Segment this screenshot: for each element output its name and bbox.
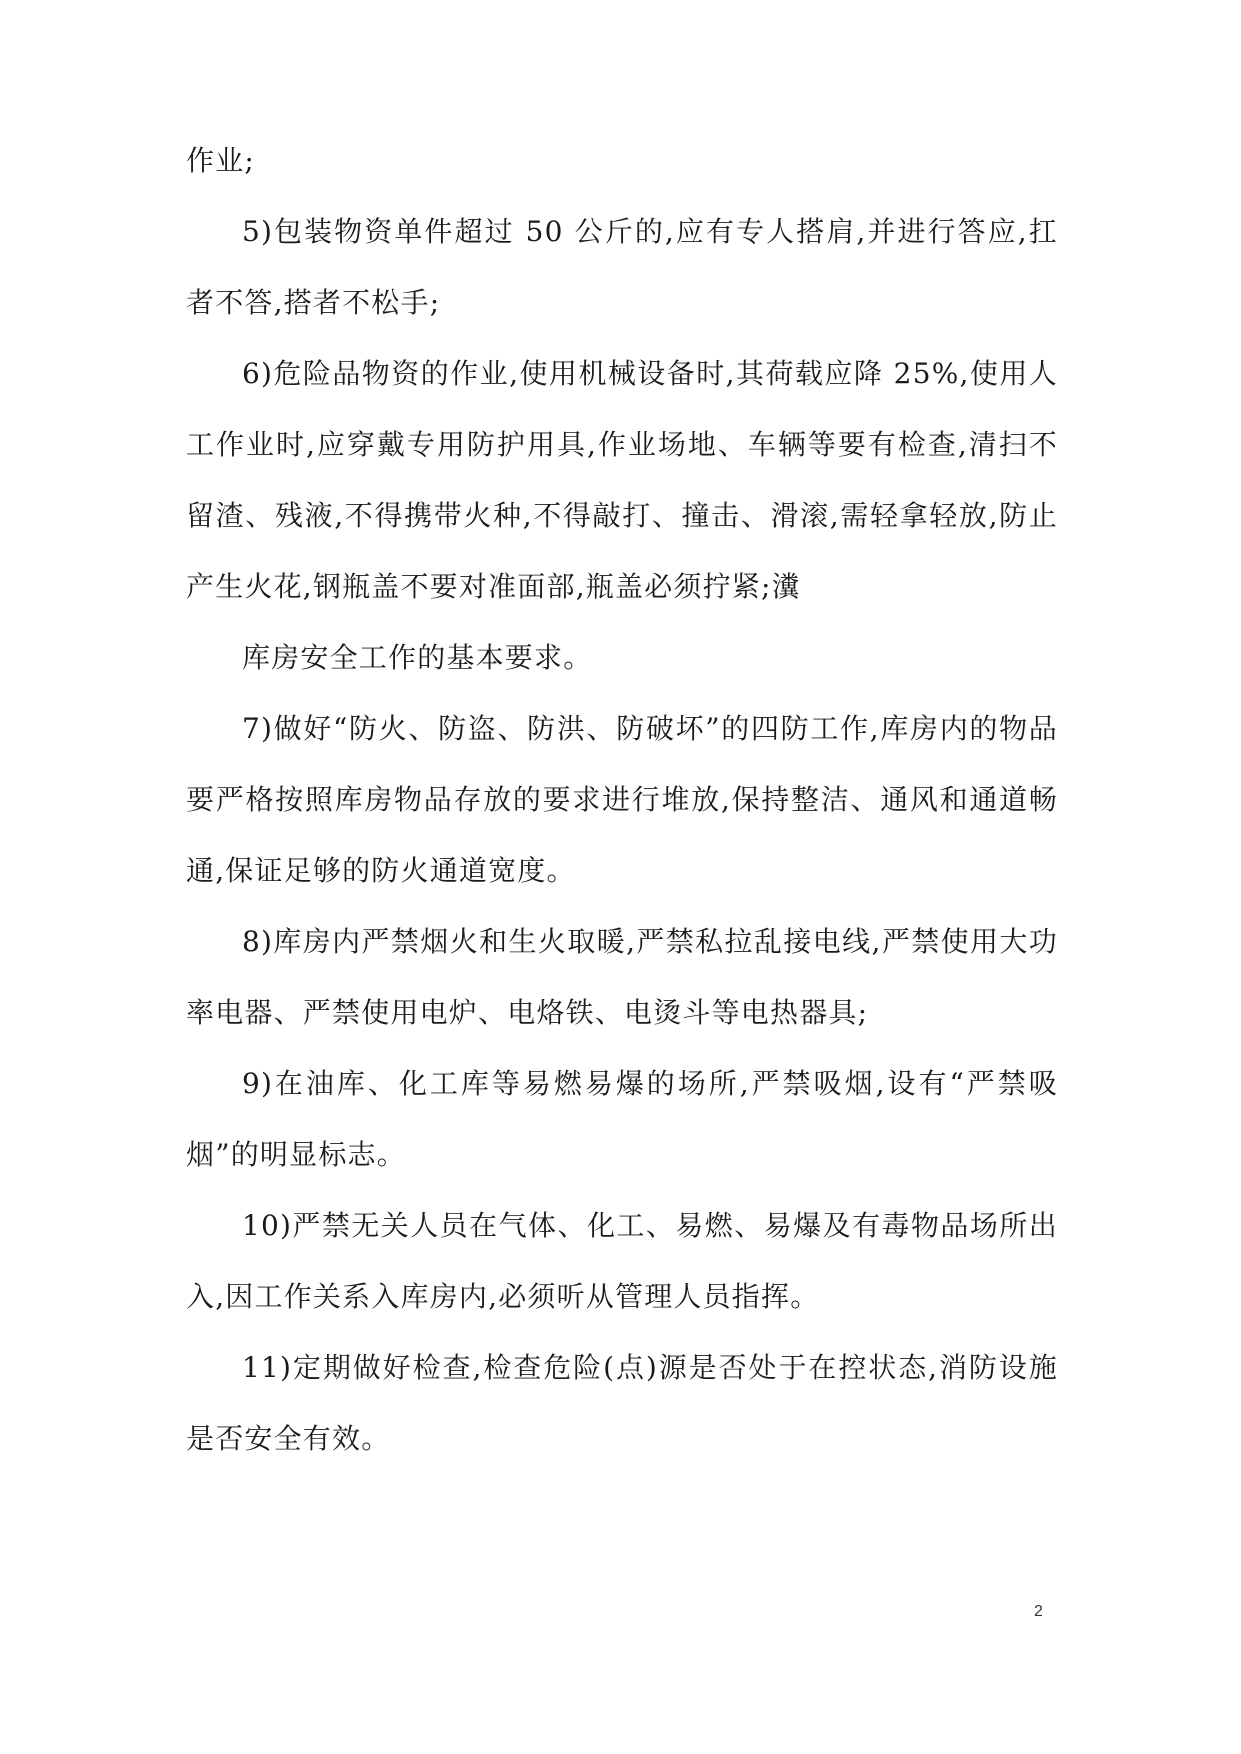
paragraph-item-9: 9)在油库、化工库等易燃易爆的场所,严禁吸烟,设有“严禁吸烟”的明显标志。 [186,1067,1058,1171]
section-heading: 库房安全工作的基本要求。 [242,641,593,674]
paragraph-item-10: 10)严禁无关人员在气体、化工、易燃、易爆及有毒物品场所出入,因工作关系入库房内,必须听从管理人员指挥。 [186,1209,1058,1313]
paragraph-continuation: 作业; [186,144,256,177]
page-number: 2 [1034,1603,1043,1620]
paragraph-item-8: 8)库房内严禁烟火和生火取暖,严禁私拉乱接电线,严禁使用大功率电器、严禁使用电炉、电烙铁、电烫斗等电热器具; [186,925,1058,1029]
paragraph-item-6: 6)危险品物资的作业,使用机械设备时,其荷载应降 25%,使用人工作业时,应穿戴专用防护用具,作业场地、车辆等要有检查,清扫不留渣、残液,不得携带火种,不得敲打、撞击、滑滚,需轻拿轻放,防止产生火花,钢瓶盖不要对准面部,瓶盖必须拧紧;瀵 [186,357,1058,603]
document-body [186,125,1058,1474]
paragraph-item-11: 11)定期做好检查,检查危险(点)源是否处于在控状态,消防设施是否安全有效。 [186,1351,1058,1455]
paragraph-item-7: 7)做好“防火、防盗、防洪、防破坏”的四防工作,库房内的物品要严格按照库房物品存放的要求进行堆放,保持整洁、通风和通道畅通,保证足够的防火通道宽度。 [186,712,1058,887]
paragraph-item-5: 5)包装物资单件超过 50 公斤的,应有专人搭肩,并进行答应,扛者不答,搭者不松手; [186,215,1058,319]
